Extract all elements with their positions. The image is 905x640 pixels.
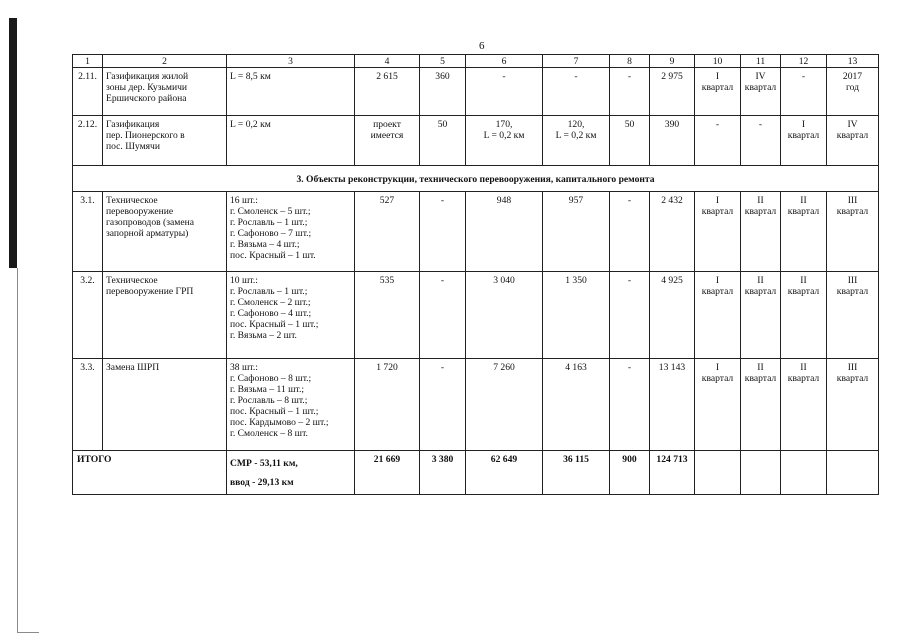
total-col7: 36 115 bbox=[543, 451, 610, 495]
object-spec: 16 шт.: г. Смоленск – 5 шт.; г. Рославль – 1 шт.; г. Сафоново – 7 шт.; г. Вязьма – 4 шт.; пос. Красный – 1 шт. bbox=[227, 192, 355, 272]
project-schedule-table bbox=[72, 54, 879, 495]
row-number: 2.11. bbox=[73, 68, 103, 116]
cell-col13: III квартал bbox=[827, 272, 879, 359]
cell-col7: - bbox=[543, 68, 610, 116]
object-name: Газификация пер. Пионерского в пос. Шумячи bbox=[103, 116, 227, 166]
total-col11 bbox=[741, 451, 781, 495]
cell-col7: 120, L = 0,2 км bbox=[543, 116, 610, 166]
cell-col12: I квартал bbox=[781, 116, 827, 166]
cell-col12: II квартал bbox=[781, 192, 827, 272]
column-number: 11 bbox=[741, 55, 781, 68]
cell-col10: - bbox=[695, 116, 741, 166]
cell-col4: 527 bbox=[355, 192, 420, 272]
cell-col11: II квартал bbox=[741, 192, 781, 272]
cell-col8: - bbox=[610, 68, 650, 116]
cell-col4: 535 bbox=[355, 272, 420, 359]
row-number: 3.3. bbox=[73, 359, 103, 451]
cell-col11: II квартал bbox=[741, 359, 781, 451]
cell-col13: III квартал bbox=[827, 192, 879, 272]
cell-col13: IV квартал bbox=[827, 116, 879, 166]
total-col12 bbox=[781, 451, 827, 495]
section-row bbox=[73, 166, 879, 192]
section-title: 3. Объекты реконструкции, технического перевооружения, капитального ремонта bbox=[73, 166, 879, 192]
cell-col10: I квартал bbox=[695, 192, 741, 272]
table-row bbox=[73, 68, 879, 116]
total-label: ИТОГО bbox=[73, 451, 227, 495]
column-number: 5 bbox=[420, 55, 466, 68]
cell-col5: - bbox=[420, 272, 466, 359]
cell-col8: - bbox=[610, 359, 650, 451]
cell-col8: - bbox=[610, 192, 650, 272]
cell-col5: 50 bbox=[420, 116, 466, 166]
column-numbers-row bbox=[73, 55, 879, 68]
table-row bbox=[73, 192, 879, 272]
table-row bbox=[73, 272, 879, 359]
column-number: 7 bbox=[543, 55, 610, 68]
page-number: 6 bbox=[479, 40, 485, 52]
row-number: 2.12. bbox=[73, 116, 103, 166]
cell-col11: - bbox=[741, 116, 781, 166]
total-col9: 124 713 bbox=[650, 451, 695, 495]
object-name: Техническое перевооружение ГРП bbox=[103, 272, 227, 359]
cell-col12: II квартал bbox=[781, 359, 827, 451]
cell-col6: - bbox=[466, 68, 543, 116]
column-number: 8 bbox=[610, 55, 650, 68]
cell-col9: 4 925 bbox=[650, 272, 695, 359]
column-number: 9 bbox=[650, 55, 695, 68]
cell-col8: - bbox=[610, 272, 650, 359]
cell-col6: 170, L = 0,2 км bbox=[466, 116, 543, 166]
cell-col6: 3 040 bbox=[466, 272, 543, 359]
table-row bbox=[73, 359, 879, 451]
total-col13 bbox=[827, 451, 879, 495]
column-number: 6 bbox=[466, 55, 543, 68]
cell-col12: - bbox=[781, 68, 827, 116]
row-number: 3.1. bbox=[73, 192, 103, 272]
cell-col10: I квартал bbox=[695, 359, 741, 451]
cell-col7: 4 163 bbox=[543, 359, 610, 451]
column-number: 10 bbox=[695, 55, 741, 68]
cell-col7: 1 350 bbox=[543, 272, 610, 359]
scan-margin-foot bbox=[17, 632, 39, 633]
cell-col11: IV квартал bbox=[741, 68, 781, 116]
scan-edge-mark bbox=[9, 18, 17, 268]
object-spec: L = 8,5 км bbox=[227, 68, 355, 116]
cell-col5: 360 bbox=[420, 68, 466, 116]
cell-col13: III квартал bbox=[827, 359, 879, 451]
column-number: 2 bbox=[103, 55, 227, 68]
total-col10 bbox=[695, 451, 741, 495]
cell-col9: 390 bbox=[650, 116, 695, 166]
object-spec: 38 шт.: г. Сафоново – 8 шт.; г. Вязьма – 11 шт.; г. Рославль – 8 шт.; пос. Красный – 1 шт.; пос. Кардымово – 2 шт.; г. Смоленск – 8 шт. bbox=[227, 359, 355, 451]
cell-col9: 2 432 bbox=[650, 192, 695, 272]
cell-col12: II квартал bbox=[781, 272, 827, 359]
cell-col4: 2 615 bbox=[355, 68, 420, 116]
table-row bbox=[73, 116, 879, 166]
cell-col11: II квартал bbox=[741, 272, 781, 359]
cell-col13: 2017 год bbox=[827, 68, 879, 116]
total-col6: 62 649 bbox=[466, 451, 543, 495]
total-spec: СМР - 53,11 км, ввод - 29,13 км bbox=[227, 451, 355, 495]
total-row bbox=[73, 451, 879, 495]
column-number: 4 bbox=[355, 55, 420, 68]
cell-col6: 7 260 bbox=[466, 359, 543, 451]
column-number: 13 bbox=[827, 55, 879, 68]
total-col8: 900 bbox=[610, 451, 650, 495]
column-number: 12 bbox=[781, 55, 827, 68]
cell-col7: 957 bbox=[543, 192, 610, 272]
column-number: 1 bbox=[73, 55, 103, 68]
object-name: Газификация жилой зоны дер. Кузьмичи Ершичского района bbox=[103, 68, 227, 116]
object-name: Техническое перевооружение газопроводов (замена запорной арматуры) bbox=[103, 192, 227, 272]
row-number: 3.2. bbox=[73, 272, 103, 359]
cell-col4: 1 720 bbox=[355, 359, 420, 451]
cell-col10: I квартал bbox=[695, 272, 741, 359]
cell-col5: - bbox=[420, 192, 466, 272]
total-col5: 3 380 bbox=[420, 451, 466, 495]
object-spec: 10 шт.: г. Рославль – 1 шт.; г. Смоленск – 2 шт.; г. Сафоново – 4 шт.; пос. Красный – 1 шт.; г. Вязьма – 2 шт. bbox=[227, 272, 355, 359]
cell-col10: I квартал bbox=[695, 68, 741, 116]
object-spec: L = 0,2 км bbox=[227, 116, 355, 166]
total-col4: 21 669 bbox=[355, 451, 420, 495]
cell-col6: 948 bbox=[466, 192, 543, 272]
column-number: 3 bbox=[227, 55, 355, 68]
cell-col9: 2 975 bbox=[650, 68, 695, 116]
cell-col9: 13 143 bbox=[650, 359, 695, 451]
scan-margin-line bbox=[17, 268, 18, 633]
cell-col5: - bbox=[420, 359, 466, 451]
object-name: Замена ШРП bbox=[103, 359, 227, 451]
cell-col8: 50 bbox=[610, 116, 650, 166]
cell-col4: проект имеется bbox=[355, 116, 420, 166]
